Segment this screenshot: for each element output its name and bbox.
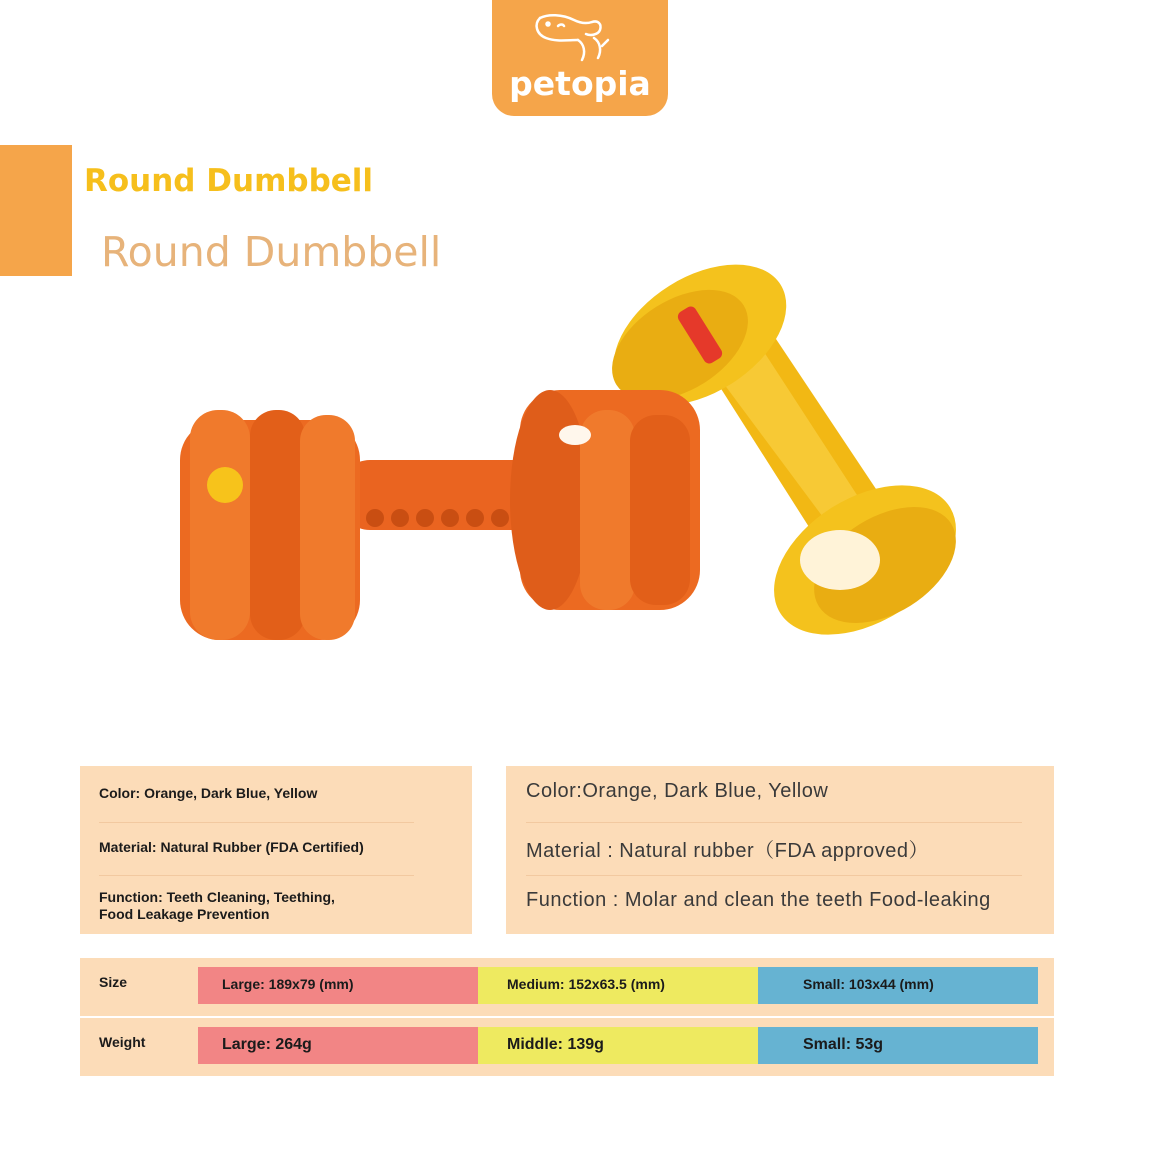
size-medium: Medium: 152x63.5 (mm) [478,967,758,1004]
spec-panel-left [80,766,472,934]
function-spec-line1: Function: Teeth Cleaning, Teething, [99,889,335,905]
divider [99,875,414,876]
header-accent-bar [0,145,72,276]
weight-label: Weight [99,1034,146,1050]
spec-panel-right [506,766,1054,934]
size-large: Large: 189x79 (mm) [198,967,478,1004]
brand-logo [492,0,668,116]
size-label: Size [99,974,128,990]
color-spec: Color: Orange, Dark Blue, Yellow [99,785,318,801]
weight-middle: Middle: 139g [478,1027,758,1064]
weight-small: Small: 53g [758,1027,1038,1064]
weight-table [80,1018,1054,1076]
material-spec: Material: Natural Rubber (FDA Certified) [99,839,364,855]
divider [526,875,1022,876]
divider [99,822,414,823]
brand-name: petopia [509,64,651,103]
dog-icon [528,10,618,68]
orange-dumbbell [180,390,700,640]
material-spec-alt: Material : Natural rubber（FDA approved） [526,840,929,862]
color-spec-alt: Color:Orange, Dark Blue, Yellow [526,780,829,802]
size-table [80,958,1054,1016]
function-spec-alt: Function : Molar and clean the teeth Food-leaking [526,889,991,911]
product-subtitle: Round Dumbbell [101,228,442,276]
dumbbell-toy-illustration [150,260,1010,680]
function-spec-line2: Food Leakage Prevention [99,906,270,922]
divider [526,822,1022,823]
weight-large: Large: 264g [198,1027,478,1064]
size-small: Small: 103x44 (mm) [758,967,1038,1004]
product-title: Round Dumbbell [84,163,374,199]
